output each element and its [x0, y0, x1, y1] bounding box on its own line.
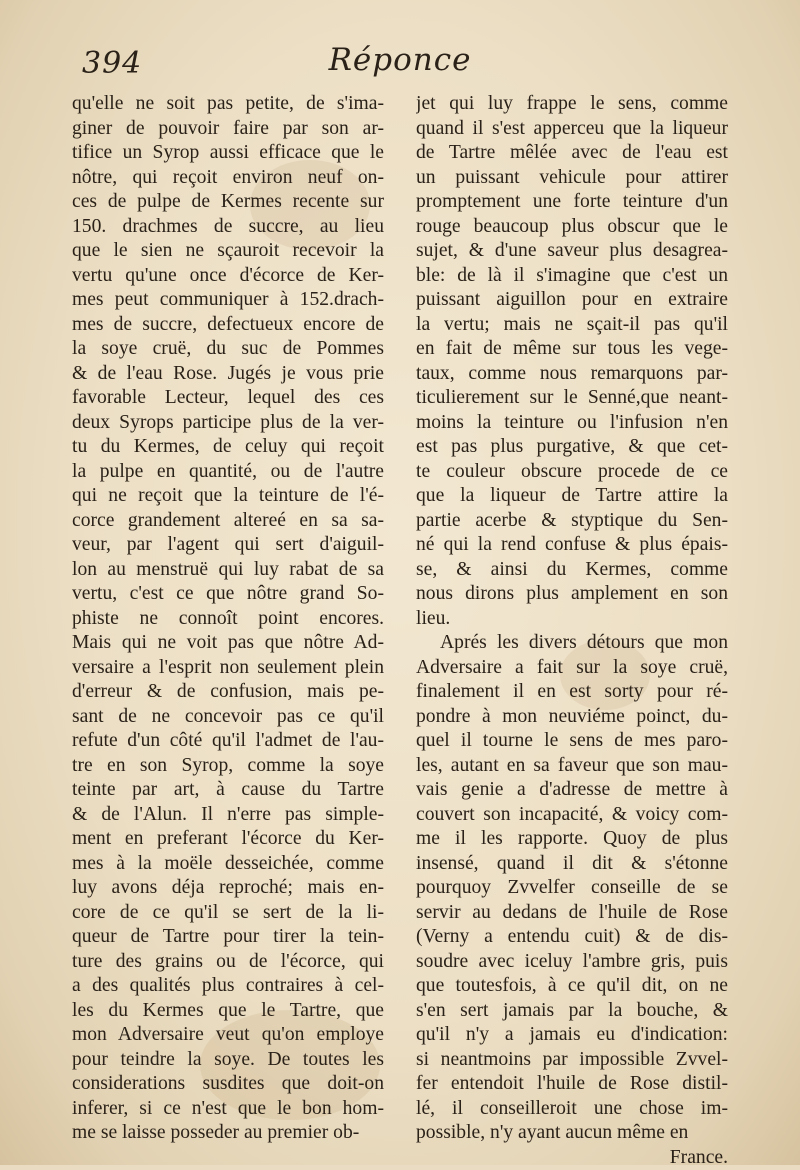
text-line: me se laisse posseder au premier ob-: [72, 1121, 384, 1146]
text-line: d'erreur & de confusion, mais pe-: [72, 680, 384, 705]
text-line: la vertu; mais ne sçait-il pas qu'il: [416, 313, 728, 338]
text-line: si neantmoins par impossible Zvvel-: [416, 1048, 728, 1073]
text-line: puissant aiguillon pour en extraire: [416, 288, 728, 313]
text-line: jet qui luy frappe le sens, comme: [416, 92, 728, 117]
text-line: deux Syrops participe plus de la ver-: [72, 411, 384, 436]
left-column: [72, 92, 384, 1146]
text-line: est pas plus purgative, & que cet-: [416, 435, 728, 460]
text-line: giner de pouvoir faire par son ar-: [72, 117, 384, 142]
text-line: les du Kermes que le Tartre, que: [72, 999, 384, 1024]
text-line: (Verny a entendu cuit) & de dis-: [416, 925, 728, 950]
text-line: phiste ne connoît point encores.: [72, 607, 384, 632]
text-line: les, autant en sa faveur que son mau-: [416, 754, 728, 779]
text-line: moins la teinture ou l'infusion n'en: [416, 411, 728, 436]
text-line: vais genie a d'adresse de mettre à: [416, 778, 728, 803]
text-line: pourquoy Zvvelfer conseille de se: [416, 876, 728, 901]
page-number: 394: [82, 46, 142, 81]
text-line: luy avons déja reproché; mais en-: [72, 876, 384, 901]
text-line: possible, n'y ayant aucun même en: [416, 1121, 728, 1146]
text-line: ture des grains ou de l'écorce, qui: [72, 950, 384, 975]
text-line: mes à la moële desseichée, comme: [72, 852, 384, 877]
text-line: vertu, c'est ce que nôtre grand So-: [72, 582, 384, 607]
text-line: me il les rapporte. Quoy de plus: [416, 827, 728, 852]
text-line: qu'il n'y a jamais eu d'indication:: [416, 1023, 728, 1048]
catchword: France.: [416, 1146, 728, 1170]
text-line: insensé, quand il dit & s'étonne: [416, 852, 728, 877]
text-line: & de l'eau Rose. Jugés je vous prie: [72, 362, 384, 387]
text-line: rouge beaucoup plus obscur que le: [416, 215, 728, 240]
text-line: nous dirons plus amplement en son: [416, 582, 728, 607]
text-line: sant de ne concevoir pas ce qu'il: [72, 705, 384, 730]
text-line: mon Adversaire veut qu'on employe: [72, 1023, 384, 1048]
text-line: Adversaire a fait sur la soye cruë,: [416, 656, 728, 681]
text-line: favorable Lecteur, lequel des ces: [72, 386, 384, 411]
text-line: un puissant vehicule pour attirer: [416, 166, 728, 191]
text-line: ticulierement sur le Senné,que neant-: [416, 386, 728, 411]
text-line: lé, il conseilleroit une chose im-: [416, 1097, 728, 1122]
text-line: vertu qu'une once d'écorce de Ker-: [72, 264, 384, 289]
text-line: la pulpe en quantité, ou de l'autre: [72, 460, 384, 485]
text-line: nôtre, qui reçoit environ neuf on-: [72, 166, 384, 191]
text-line: Mais qui ne voit pas que nôtre Ad-: [72, 631, 384, 656]
text-line: quel il tourne le sens de mes paro-: [416, 729, 728, 754]
text-line: quand il s'est apperceu que la liqueur: [416, 117, 728, 142]
text-line: refute d'un côté qu'il l'admet de l'au-: [72, 729, 384, 754]
text-line: ble: de là il s'imagine que c'est un: [416, 264, 728, 289]
text-line: inferer, si ce n'est que le bon hom-: [72, 1097, 384, 1122]
text-line: tifice un Syrop aussi efficace que le: [72, 141, 384, 166]
text-line: ces de pulpe de Kermes recente sur: [72, 190, 384, 215]
text-line: né qui la rend confuse & plus épais-: [416, 533, 728, 558]
text-line: considerations susdites que doit-on: [72, 1072, 384, 1097]
text-line: qui ne reçoit que la teinture de l'é-: [72, 484, 384, 509]
text-line: que la liqueur de Tartre attire la: [416, 484, 728, 509]
text-line: promptement une forte teinture d'un: [416, 190, 728, 215]
text-line: Aprés les divers détours que mon: [416, 631, 728, 656]
text-line: partie acerbe & styptique du Sen-: [416, 509, 728, 534]
running-title: Réponce: [40, 42, 760, 78]
right-column: [416, 92, 728, 1170]
text-line: soudre avec iceluy l'ambre gris, puis: [416, 950, 728, 975]
text-line: s'en sert jamais par la bouche, &: [416, 999, 728, 1024]
text-line: & de l'Alun. Il n'erre pas simple-: [72, 803, 384, 828]
text-line: mes de succre, defectueux encore de: [72, 313, 384, 338]
text-line: pondre à mon neuviéme poinct, du-: [416, 705, 728, 730]
text-line: corce grandement altereé en sa sa-: [72, 509, 384, 534]
text-line: lieu.: [416, 607, 728, 632]
text-line: teinte par art, à cause du Tartre: [72, 778, 384, 803]
text-line: core de ce qu'il se sert de la li-: [72, 901, 384, 926]
text-line: se, & ainsi du Kermes, comme: [416, 558, 728, 583]
text-line: couvert son incapacité, & voicy com-: [416, 803, 728, 828]
text-line: tre en son Syrop, comme la soye: [72, 754, 384, 779]
text-line: tu du Kermes, de celuy qui reçoit: [72, 435, 384, 460]
text-line: que le sien ne sçauroit recevoir la: [72, 239, 384, 264]
text-line: qu'elle ne soit pas petite, de s'ima-: [72, 92, 384, 117]
page-header: [40, 38, 760, 88]
text-line: queur de Tartre pour tirer la tein-: [72, 925, 384, 950]
text-line: mes peut communiquer à 152.drach-: [72, 288, 384, 313]
text-line: servir au dedans de l'huile de Rose: [416, 901, 728, 926]
text-line: en fait de même sur tous les vege-: [416, 337, 728, 362]
text-line: ment en preferant l'écorce du Ker-: [72, 827, 384, 852]
text-line: lon au menstruë qui luy rabat de sa: [72, 558, 384, 583]
text-line: finalement il en est sorty pour ré-: [416, 680, 728, 705]
text-line: a des qualités plus contraires à cel-: [72, 974, 384, 999]
text-line: de Tartre mêlée avec de l'eau est: [416, 141, 728, 166]
text-line: pour teindre la soye. De toutes les: [72, 1048, 384, 1073]
text-line: versaire a l'esprit non seulement plein: [72, 656, 384, 681]
text-line: la soye cruë, du suc de Pommes: [72, 337, 384, 362]
text-line: 150. drachmes de succre, au lieu: [72, 215, 384, 240]
text-line: taux, comme nous remarquons par-: [416, 362, 728, 387]
text-line: veur, par l'agent qui sert d'aiguil-: [72, 533, 384, 558]
text-line: que toutesfois, à ce qu'il dit, on ne: [416, 974, 728, 999]
text-line: te couleur obscure procede de ce: [416, 460, 728, 485]
text-line: fer entendoit l'huile de Rose distil-: [416, 1072, 728, 1097]
text-line: sujet, & d'une saveur plus desagrea-: [416, 239, 728, 264]
